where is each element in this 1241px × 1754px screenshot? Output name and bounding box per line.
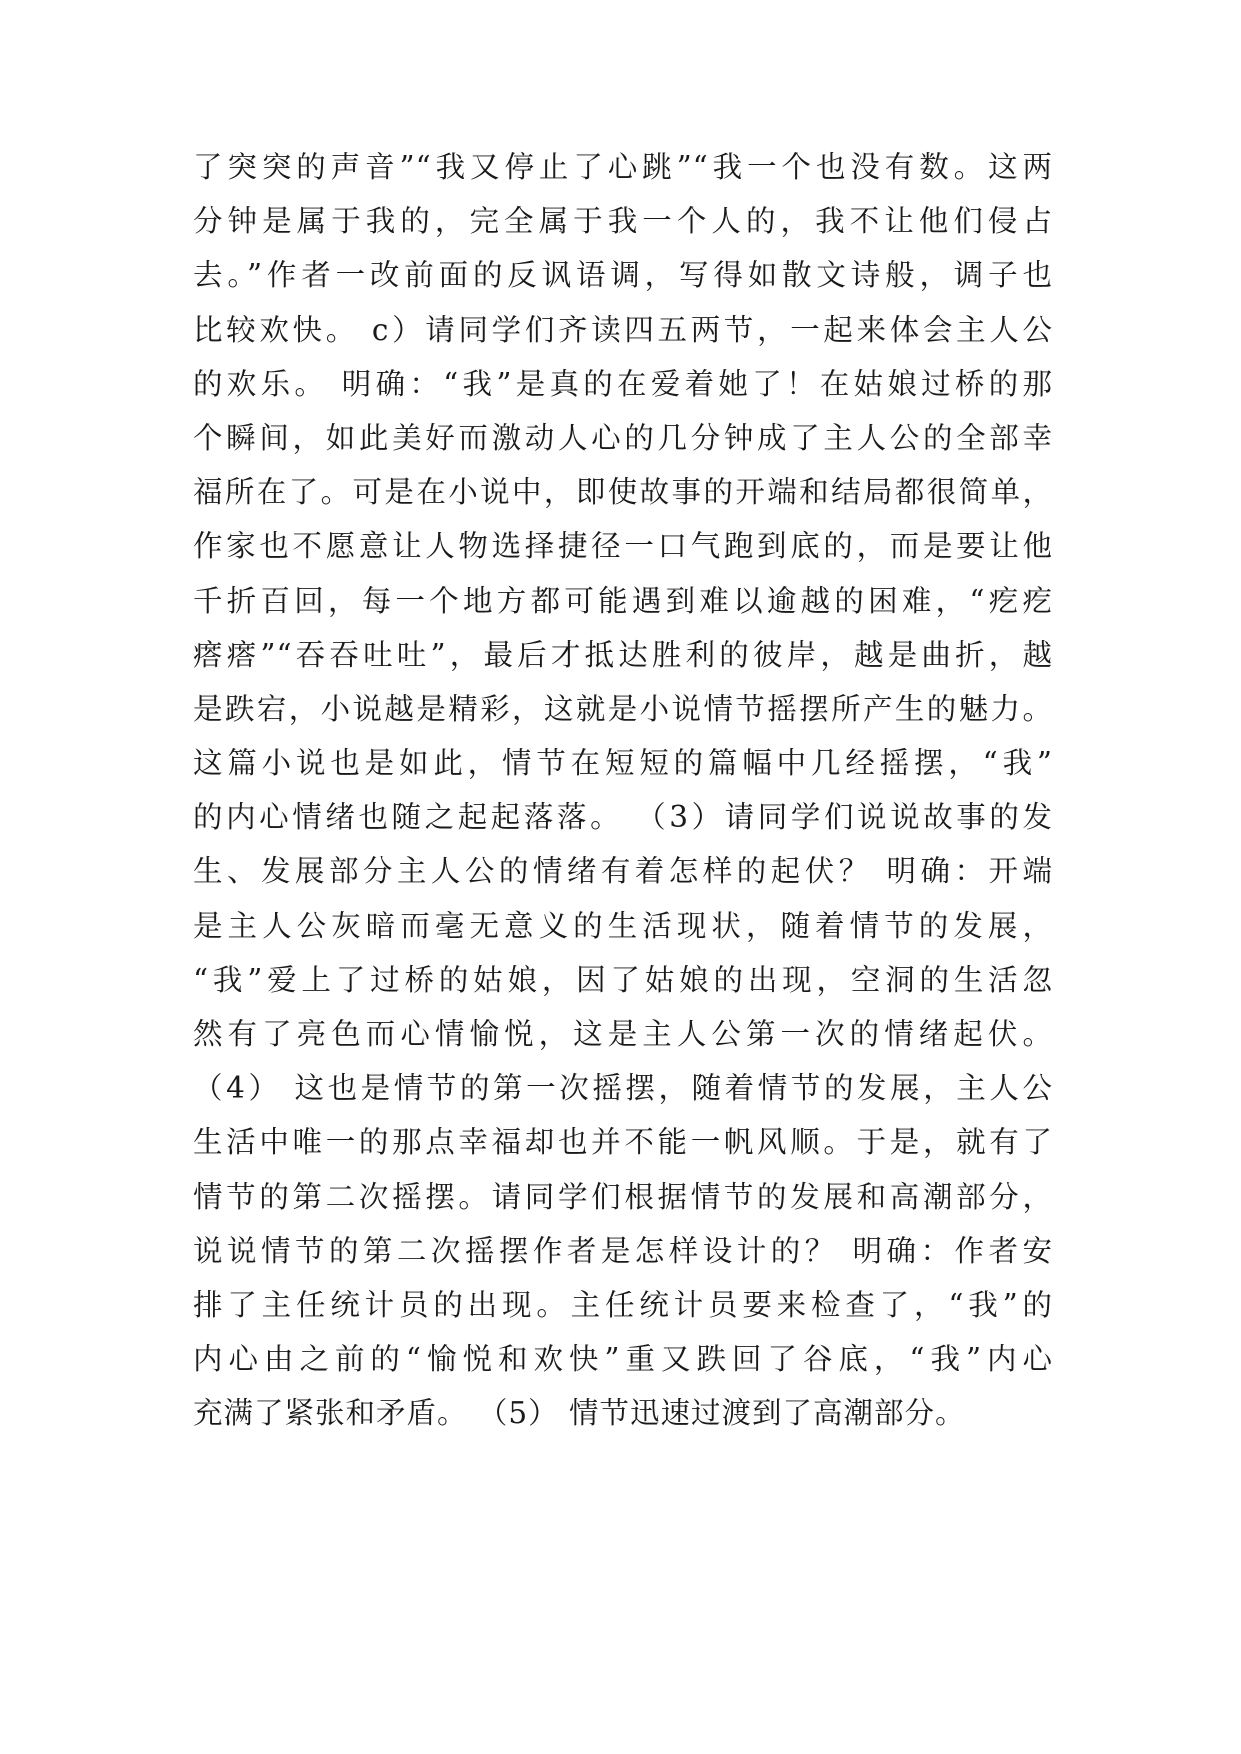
- text-line: 比较欢快。 c）请同学们齐读四五两节，一起来体会主人公: [193, 312, 1053, 347]
- text-line: 去。”作者一改前面的反讽语调，写得如散文诗般，调子也: [193, 258, 1053, 293]
- text-line: 是跌宕，小说越是精彩，这就是小说情节摇摆所产生的魅力。: [193, 691, 1053, 726]
- text-line: 生活中唯一的那点幸福却也并不能一帆风顺。于是，就有了: [193, 1125, 1053, 1160]
- text-line: 生、发展部分主人公的情绪有着怎样的起伏？ 明确：开端: [193, 854, 1053, 889]
- text-line: “我”爱上了过桥的姑娘，因了姑娘的出现，空洞的生活忽: [193, 962, 1053, 997]
- text-line: 了突突的声音”“我又停止了心跳”“我一个也没有数。这两: [193, 150, 1053, 184]
- text-line: 内心由之前的“愉悦和欢快”重又跌回了谷底，“我”内心: [193, 1342, 1053, 1377]
- text-line: 的欢乐。 明确：“我”是真的在爱着她了！在姑娘过桥的那: [193, 366, 1053, 401]
- body-text: [193, 140, 1053, 1441]
- text-line: 情节的第二次摇摆。请同学们根据情节的发展和高潮部分，: [193, 1179, 1053, 1214]
- text-line: 作家也不愿意让人物选择捷径一口气跑到底的，而是要让他: [193, 529, 1053, 564]
- text-line: 分钟是属于我的，完全属于我一个人的，我不让他们侵占: [193, 204, 1053, 239]
- text-line: 这篇小说也是如此，情节在短短的篇幅中几经摇摆，“我”: [193, 746, 1053, 781]
- text-line: 说说情节的第二次摇摆作者是怎样设计的？ 明确：作者安: [193, 1233, 1053, 1268]
- text-line: 充满了紧张和矛盾。 （5） 情节迅速过渡到了高潮部分。: [193, 1396, 966, 1431]
- text-line: 然有了亮色而心情愉悦，这是主人公第一次的情绪起伏。: [193, 1017, 1053, 1051]
- text-line: 福所在了。可是在小说中，即使故事的开端和结局都很简单，: [193, 475, 1053, 510]
- text-line: 是主人公灰暗而毫无意义的生活现状，随着情节的发展，: [193, 908, 1053, 943]
- text-line: 瘩瘩”“吞吞吐吐”，最后才抵达胜利的彼岸，越是曲折，越: [193, 637, 1053, 672]
- text-line: 的内心情绪也随之起起落落。 （3）请同学们说说故事的发: [193, 800, 1053, 835]
- text-line: 个瞬间，如此美好而激动人心的几分钟成了主人公的全部幸: [193, 420, 1053, 455]
- text-line: （4） 这也是情节的第一次摇摆，随着情节的发展，主人公: [193, 1071, 1053, 1106]
- text-line: 排了主任统计员的出现。主任统计员要来检查了，“我”的: [193, 1287, 1053, 1322]
- text-line: 千折百回，每一个地方都可能遇到难以逾越的困难，“疙疙: [193, 583, 1053, 618]
